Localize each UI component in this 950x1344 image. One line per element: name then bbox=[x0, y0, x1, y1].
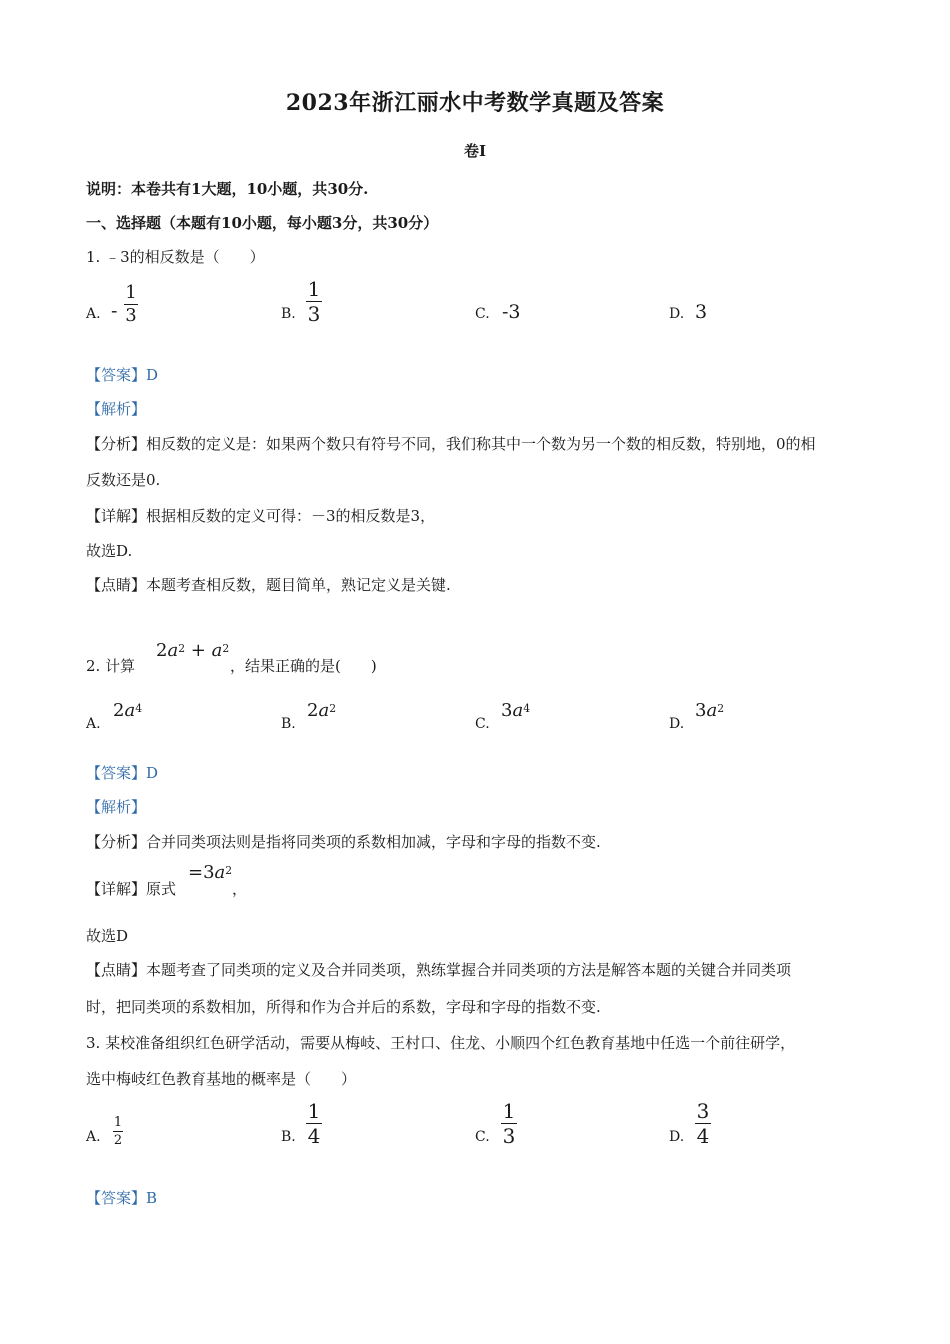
exp: 4 bbox=[135, 702, 143, 716]
q2-option-c-expr bbox=[501, 700, 530, 721]
q2-option-b-expr bbox=[307, 700, 336, 721]
q2-stem-suffix: ，结果正确的是( ) bbox=[230, 657, 377, 675]
q1-stem: 1. ﹣3的相反数是（ ） bbox=[86, 248, 265, 266]
q2-expr-exp: 2 bbox=[178, 642, 186, 656]
q2-option-a-expr bbox=[113, 700, 142, 721]
q2-expr-plus: + bbox=[190, 640, 206, 661]
fraction-numerator: 1 bbox=[307, 1099, 321, 1123]
fraction-denominator: 2 bbox=[113, 1133, 123, 1149]
q3-stem-line2: 选中梅岐红色教育基地的概率是（ ） bbox=[86, 1070, 357, 1088]
q2-expr-var2: a bbox=[211, 640, 223, 661]
equals: = bbox=[188, 862, 204, 883]
fraction-denominator: 3 bbox=[125, 305, 137, 327]
q3-option-c-fraction bbox=[501, 1099, 517, 1149]
coef: 3 bbox=[203, 862, 215, 883]
q1-option-d-value: 3 bbox=[695, 301, 708, 323]
q1-option-a-label: A. bbox=[86, 306, 101, 322]
var: a bbox=[318, 700, 330, 721]
exp: 2 bbox=[717, 702, 725, 716]
fraction-numerator: 1 bbox=[307, 277, 321, 301]
q1-option-a-fraction bbox=[124, 284, 138, 325]
q2-detail-suffix: ， bbox=[232, 880, 248, 898]
q2-stem-prefix: 2. 计算 bbox=[86, 657, 136, 675]
fraction-numerator: 3 bbox=[696, 1099, 710, 1123]
coef: 2 bbox=[113, 700, 125, 721]
q3-option-a-label: A. bbox=[86, 1129, 101, 1145]
q1-analysis-line2: 反数还是0. bbox=[86, 471, 161, 489]
q1-comment: 【点睛】本题考查相反数，题目简单，熟记定义是关键. bbox=[86, 576, 451, 594]
q2-analysis-title: 【解析】 bbox=[86, 798, 147, 816]
q3-option-d-fraction bbox=[695, 1099, 711, 1149]
q2-analysis: 【分析】合并同类项法则是指将同类项的系数相加减，字母和字母的指数不变. bbox=[86, 833, 601, 851]
q2-choose: 故选D bbox=[86, 927, 129, 945]
q2-option-d-label: D. bbox=[669, 716, 685, 732]
var: a bbox=[124, 700, 136, 721]
fraction-denominator: 4 bbox=[696, 1124, 710, 1149]
q3-option-d-label: D. bbox=[669, 1129, 685, 1145]
paper-part-label: 卷Ⅰ bbox=[463, 142, 487, 160]
fraction-bar bbox=[113, 1131, 123, 1132]
q2-expr-var: a bbox=[167, 640, 179, 661]
exp: 2 bbox=[329, 702, 337, 716]
page-title: 2023年浙江丽水中考数学真题及答案 bbox=[285, 90, 665, 116]
coef: 3 bbox=[501, 700, 513, 721]
exp: 2 bbox=[225, 864, 233, 878]
q1-option-d-label: D. bbox=[669, 306, 685, 322]
q2-expr-exp2: 2 bbox=[222, 642, 230, 656]
instructions: 说明：本卷共有1大题，10小题，共30分. bbox=[86, 180, 369, 198]
section-heading: 一、选择题（本题有10小题，每小题3分，共30分） bbox=[86, 214, 439, 232]
coef: 3 bbox=[695, 700, 707, 721]
fraction-numerator: 1 bbox=[113, 1115, 123, 1130]
q2-option-b-label: B. bbox=[281, 716, 296, 732]
q1-option-a-sign: - bbox=[111, 300, 118, 322]
q1-option-c-label: C. bbox=[475, 306, 490, 322]
q1-option-c-value: -3 bbox=[502, 301, 521, 323]
exp: 4 bbox=[523, 702, 531, 716]
q1-choose: 故选D. bbox=[86, 542, 133, 560]
q2-detail-expr bbox=[188, 862, 232, 883]
q3-answer: 【答案】B bbox=[86, 1189, 158, 1207]
q1-analysis-line1: 【分析】相反数的定义是：如果两个数只有符号不同，我们称其中一个数为另一个数的相反数，特别地，0的相 bbox=[86, 435, 816, 453]
var: a bbox=[706, 700, 718, 721]
fraction-denominator: 3 bbox=[502, 1124, 516, 1149]
q2-expression bbox=[156, 640, 229, 661]
q2-option-a-label: A. bbox=[86, 716, 101, 732]
q3-option-a-fraction bbox=[113, 1116, 123, 1147]
q3-stem-line1: 3. 某校准备组织红色研学活动，需要从梅岐、王村口、住龙、小顺四个红色教育基地中任选一个前往研学， bbox=[86, 1034, 796, 1052]
q2-answer: 【答案】D bbox=[86, 764, 159, 782]
q1-answer: 【答案】D bbox=[86, 366, 159, 384]
q3-option-b-label: B. bbox=[281, 1129, 296, 1145]
fraction-numerator: 1 bbox=[125, 282, 137, 303]
q1-analysis-title: 【解析】 bbox=[86, 400, 147, 418]
coef: 2 bbox=[307, 700, 319, 721]
q2-expr-coef: 2 bbox=[156, 640, 168, 661]
fraction-denominator: 3 bbox=[307, 302, 321, 327]
q3-option-c-label: C. bbox=[475, 1129, 490, 1145]
q2-option-d-expr bbox=[695, 700, 724, 721]
q2-comment-line1: 【点睛】本题考查了同类项的定义及合并同类项，熟练掌握合并同类项的方法是解答本题的关键合并同类项 bbox=[86, 961, 792, 979]
q2-detail-prefix: 【详解】原式 bbox=[86, 880, 177, 898]
var: a bbox=[512, 700, 524, 721]
var: a bbox=[214, 862, 226, 883]
fraction-numerator: 1 bbox=[502, 1099, 516, 1123]
q3-option-b-fraction bbox=[306, 1099, 322, 1149]
q2-comment-line2: 时，把同类项的系数相加，所得和作为合并后的系数，字母和字母的指数不变. bbox=[86, 998, 601, 1016]
q1-detail: 【详解】根据相反数的定义可得：－3的相反数是3， bbox=[86, 507, 436, 525]
fraction-denominator: 4 bbox=[307, 1124, 321, 1149]
q1-option-b-fraction bbox=[306, 277, 322, 327]
q1-option-b-label: B. bbox=[281, 306, 296, 322]
q2-option-c-label: C. bbox=[475, 716, 490, 732]
